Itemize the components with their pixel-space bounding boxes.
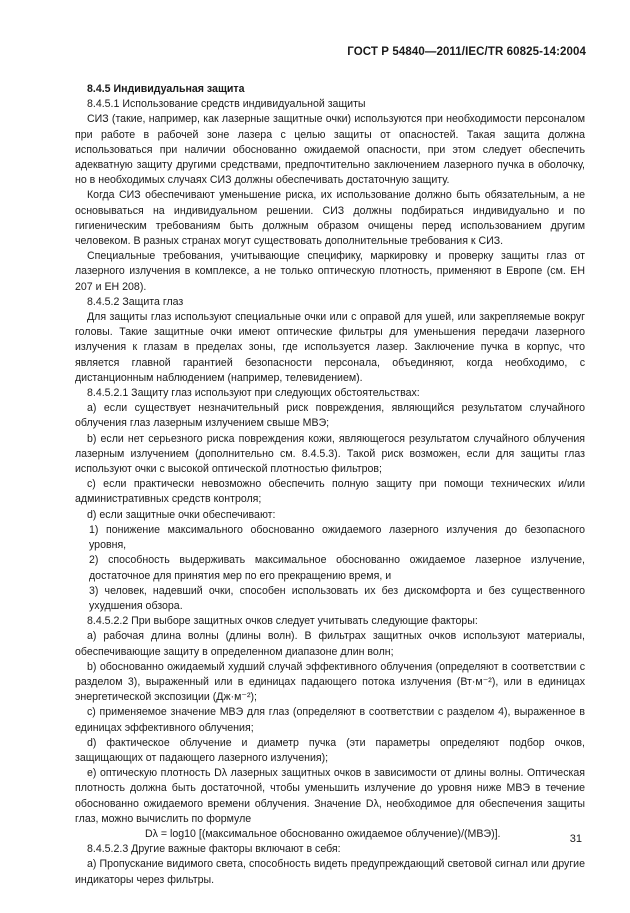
paragraph: a) рабочая длина волны (длины волн). В фильтрах защитных очков используют материалы, обеспечивающие защиту в определенном диапазоне длин волн; — [75, 630, 585, 658]
paragraph: d) если защитные очки обеспечивают: — [87, 508, 276, 521]
paragraph: 2) способность выдерживать максимальное обоснованно ожидаемое лазерное излучение, достаточное для принятия мер по его прекращению время, и — [89, 554, 585, 582]
paragraph: Когда СИЗ обеспечивают уменьшение риска, их использование должно быть обязательным, а не основываться на индивидуальном решении. СИЗ должны подбираться индивидуально и по гигиеническим требованиям быть должным образом очищены перед использованием другим человеком. В разных странах могут существовать дополнительные требования к СИЗ. — [75, 189, 585, 248]
document-header: ГОСТ Р 54840—2011/IEC/TR 60825-14:2004 — [347, 46, 586, 58]
section-heading: 8.4.5 Индивидуальная защита — [87, 83, 245, 95]
paragraph: c) если практически невозможно обеспечить полную защиту при помощи технических и/или административных средств контроля; — [75, 478, 585, 506]
paragraph: a) Пропускание видимого света, способность видеть предупреждающий световой сигнал или другие индикаторы через фильтры. — [75, 858, 585, 886]
paragraph: b) если нет серьезного риска повреждения кожи, являющегося результатом случайного облучения лазерным излучением (дополнительно см. 8.4.5.3). Такой риск возможен, если для защиты глаз используют очки с высокой оптической плотностью фильтров; — [75, 432, 585, 476]
paragraph: c) применяемое значение МВЭ для глаз (определяют в соответствии с разделом 4), выраженное в единицах эффективного облучения; — [75, 706, 585, 734]
paragraph: 8.4.5.2.1 Защиту глаз используют при следующих обстоятельствах: — [87, 387, 420, 400]
paragraph: СИЗ (такие, например, как лазерные защитные очки) используются при необходимости персоналом при работе в рабочей зоне лазера с целью защиты от опасностей. Такая защита должна использоваться при наличии обоснованно ожидаемой опасности, при этом следует обеспечить адекватную защиту другими средствами, предпочтительно заключением лазерного пучка в оболочку, но в необходимых случаях СИЗ должны обеспечивать достаточную защиту. — [75, 113, 585, 187]
paragraph: 8.4.5.2.3 Другие важные факторы включают в себя: — [87, 843, 341, 856]
paragraph: b) обоснованно ожидаемый худший случай эффективного облучения (определяют в соответствии с разделом 3), выраженный или в единицах падающего потока излучения (Вт·м⁻²), или в единицах энергетической экспозиции (Дж·м⁻²); — [75, 660, 585, 704]
paragraph: Для защиты глаз используют специальные очки или с оправой для ушей, или закрепляемые вокруг головы. Такие защитные очки имеют оптические фильтры для уменьшения передачи лазерного излучения к глазам в пределах зоны, где используется лазер. Заключение пучка в корпус, что является главной гарантией безопасности персонала, объединяют, когда необходимо, с дистанционным наблюдением (например, телевидением). — [75, 311, 585, 384]
paragraph: 8.4.5.2 Защита глаз — [87, 295, 184, 308]
formula: Dλ = log10 [(максимальное обоснованно ожидаемое облучение)/(МВЭ)]. — [145, 827, 501, 840]
paragraph: a) если существует незначительный риск повреждения, являющийся результатом случайного облучения глаз лазерным излучением свыше МВЭ; — [75, 402, 585, 430]
paragraph: 3) человек, надевший очки, способен использовать их без дискомфорта и без существенного ухудшения обзора. — [89, 584, 585, 612]
document-body — [75, 82, 585, 888]
paragraph: e) оптическую плотность Dλ лазерных защитных очков в зависимости от длины волны. Оптическая плотность должна быть достаточной, чтобы уменьшить излучение до уровня ниже МВЭ в течение обоснованно ожидаемого времени облучения. Значение Dλ, необходимое для обеспечения защиты глаз, можно вычислить по формуле — [75, 767, 585, 825]
paragraph: 1) понижение максимального обоснованно ожидаемого лазерного излучения до безопасного уровня, — [89, 523, 585, 552]
page-number: 31 — [569, 833, 582, 845]
paragraph: d) фактическое облучение и диаметр пучка (эти параметры определяют подбор очков, защищающих от падающего лазерного излучения); — [75, 736, 585, 764]
paragraph: Специальные требования, учитывающие специфику, маркировку и проверку защиты глаз от лазерного излучения в комплексе, а не только оптическую плотность, применяют в Европе (см. ЕН 207 и ЕН 208). — [75, 250, 585, 293]
paragraph: 8.4.5.1 Использование средств индивидуальной защиты — [87, 98, 366, 111]
paragraph: 8.4.5.2.2 При выборе защитных очков следует учитывать следующие факторы: — [87, 615, 478, 628]
